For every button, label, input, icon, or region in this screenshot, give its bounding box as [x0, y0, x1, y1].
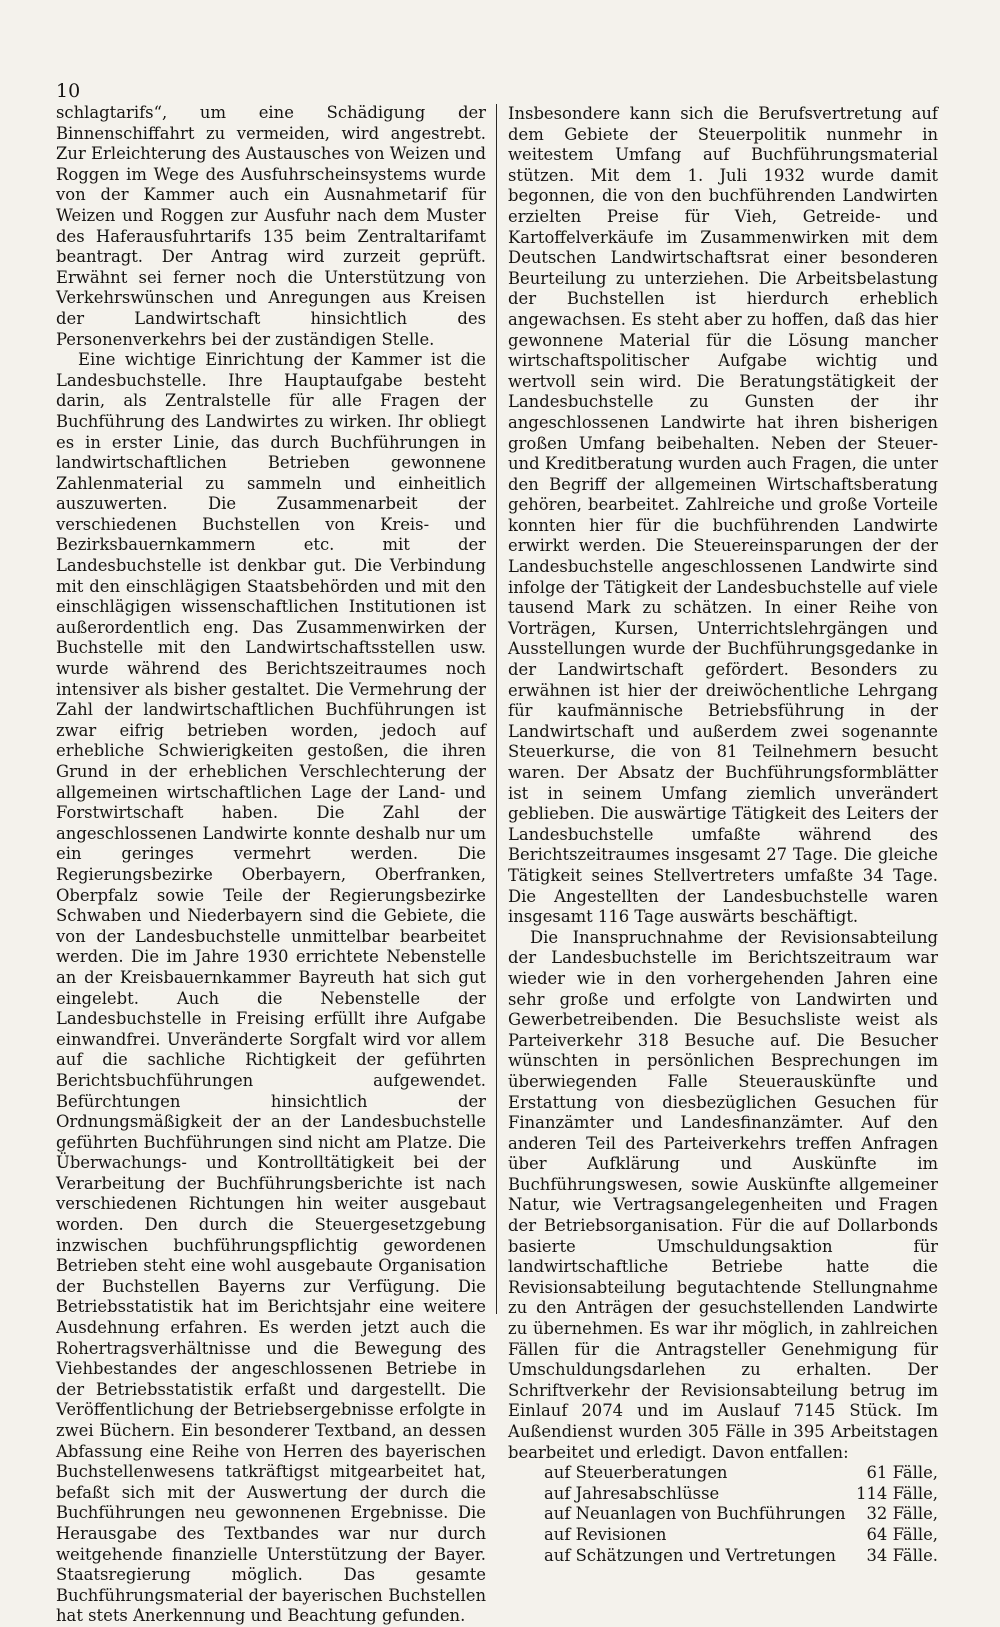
- stat-value: 114 Fälle,: [856, 1483, 938, 1503]
- stat-value: 61 Fälle,: [866, 1463, 938, 1483]
- stat-label: auf Schätzungen und Vertretungen: [544, 1545, 836, 1565]
- stat-label: auf Revisionen: [544, 1524, 667, 1544]
- list-item: [544, 1484, 938, 1505]
- statistics-list: [508, 1463, 938, 1566]
- list-item: [544, 1504, 938, 1525]
- list-item: [544, 1525, 938, 1546]
- list-item: [544, 1546, 938, 1567]
- column-divider: [496, 104, 497, 1314]
- stat-value: 34 Fälle.: [866, 1545, 938, 1565]
- stat-label: auf Steuerberatungen: [544, 1463, 728, 1483]
- paragraph-revisionsabteilung: Die Inanspruchnahme der Revisionsabteilung der Landesbuchstelle im Berichtszeitraum war wieder wie in den vorhergehenden Jahren eine sehr große und erfolgte von Landwirten und Gewerbetreibenden. Die Besuchsliste weist als Parteiverkehr 318 Besuche auf. Die Besucher wünschten in persönlichen Besprechungen im überwiegenden Falle Steuerauskünfte und Erstattung von diesbezüglichen Gesuchen für Finanzämter und Landesfinanzämter. Auf den anderen Teil des Parteiverkehrs treffen Anfragen über Aufklärung und Auskünfte im Buchführungswesen, sowie Auskünfte allgemeiner Natur, wie Vertragsangelegenheiten und Fragen der Betriebsorganisation. Für die auf Dollarbonds basierte Umschuldungsaktion für landwirtschaftliche Betriebe hatte die Revisionsabteilung begutachtende Stellungnahme zu den Anträgen der gesuchstellenden Landwirte zu übernehmen. Es war ihr möglich, in zahlreichen Fällen für die Antragsteller Genehmigung für Umschuldungsdarlehen zu erhalten. Der Schriftverkehr der Revisionsabteilung betrug im Einlauf 2074 und im Auslauf 7145 Stück. Im Außendienst wurden 305 Fälle in 395 Arbeitstagen bearbeitet und erledigt. Davon entfallen:: [508, 927, 938, 1462]
- stat-value: 64 Fälle,: [866, 1524, 938, 1544]
- paragraph-steuerpolitik: Insbesondere kann sich die Berufsvertretung auf dem Gebiete der Steuerpolitik nunmehr in weitestem Umfang auf Buchführungsmaterial stützen. Mit dem 1. Juli 1932 wurde damit begonnen, die von den buchführenden Landwirten erzielten Preise für Vieh, Getreide- und Kartoffelverkäufe im Zusammenwirken mit dem Deutschen Landwirtschaftsrat einer besonderen Beurteilung zu unterziehen. Die Arbeitsbelastung der Buchstellen ist hierdurch erheblich angewachsen. Es steht aber zu hoffen, daß das hier gewonnene Material für die Lösung mancher wirtschaftspolitischer Aufgabe wichtig und wertvoll sein wird. Die Beratungstätigkeit der Landesbuchstelle zu Gunsten der ihr angeschlossenen Landwirte hat ihren bisherigen großen Umfang beibehalten. Neben der Steuer- und Kreditberatung wurden auch Fragen, die unter den Begriff der allgemeinen Wirtschaftsberatung gehören, bearbeitet. Zahlreiche und große Vorteile konnten hier für die buchführenden Landwirte erwirkt werden. Die Steuereinsparungen der der Landesbuchstelle angeschlossenen Landwirte sind infolge der Tätigkeit der Landesbuchstelle auf viele tausend Mark zu schätzen. In einer Reihe von Vorträgen, Kursen, Unterrichtslehrgängen und Ausstellungen wurde der Buchführungsgedanke in der Landwirtschaft gefördert. Besonders zu erwähnen ist hier der dreiwöchentliche Lehrgang für kaufmännische Betriebsführung in der Landwirtschaft und außerdem zwei sogenannte Steuerkurse, die von 81 Teilnehmern besucht waren. Der Absatz der Buchführungsformblätter ist in seinem Umfang ziemlich unverändert geblieben. Die auswärtige Tätigkeit des Leiters der Landesbuchstelle umfaßte während des Berichtszeitraumes insgesamt 27 Tage. Die gleiche Tätigkeit seines Stellvertreters umfaßte 34 Tage. Die Angestellten der Landesbuchstelle waren insgesamt 116 Tage auswärts beschäftigt.: [508, 104, 938, 927]
- page-number: 10: [56, 80, 81, 102]
- list-item: [544, 1463, 938, 1484]
- paragraph-landesbuchstelle: Eine wichtige Einrichtung der Kammer ist die Landesbuchstelle. Ihre Hauptaufgabe besteht darin, als Zentralstelle für alle Fragen der Buchführung des Landwirtes zu wirken. Ihr obliegt es in erster Linie, das durch Buchführungen in landwirtschaftlichen Betrieben gewonnene Zahlenmaterial zu sammeln und einheitlich auszuwerten. Die Zusammenarbeit der verschiedenen Buchstellen von Kreis- und Bezirksbauernkammern etc. mit der Landesbuchstelle ist denkbar gut. Die Verbindung mit den einschlägigen Staatsbehörden und mit den einschlägigen wissenschaftlichen Institutionen ist außerordentlich eng. Das Zusammenwirken der Buchstelle mit den Landwirtschaftsstellen usw. wurde während des Berichtszeitraumes noch intensiver als bisher gestaltet. Die Vermehrung der Zahl der landwirtschaftlichen Buchführungen ist zwar eifrig betrieben worden, jedoch auf erhebliche Schwierigkeiten gestoßen, die ihren Grund in der erheblichen Verschlechterung der allgemeinen wirtschaftlichen Lage der Land- und Forstwirtschaft haben. Die Zahl der angeschlossenen Landwirte konnte deshalb nur um ein geringes vermehrt werden. Die Regierungsbezirke Oberbayern, Oberfranken, Oberpfalz sowie Teile der Regierungsbezirke Schwaben und Niederbayern sind die Gebiete, die von der Landesbuchstelle unmittelbar bearbeitet werden. Die im Jahre 1930 errichtete Nebenstelle an der Kreisbauernkammer Bayreuth hat sich gut eingelebt. Auch die Nebenstelle der Landesbuchstelle in Freising erfüllt ihre Aufgabe einwandfrei. Unveränderte Sorgfalt wird vor allem auf die sachliche Richtigkeit der geführten Berichtsbuchführungen aufgewendet. Befürchtungen hinsichtlich der Ordnungsmäßigkeit der an der Landesbuchstelle geführten Buchführungen sind nicht am Platze. Die Überwachungs- und Kontrolltätigkeit bei der Verarbeitung der Buchführungsberichte ist nach verschiedenen Richtungen hin weiter ausgebaut worden. Den durch die Steuergesetzgebung inzwischen buchführungspflichtig gewordenen Betrieben steht eine wohl ausgebaute Organisation der Buchstellen Bayerns zur Verfügung. Die Betriebsstatistik hat im Berichtsjahr eine weitere Ausdehnung erfahren. Es werden jetzt auch die Rohertragsverhältnisse und die Bewegung des Viehbestandes der angeschlossenen Betriebe in der Betriebsstatistik erfaßt und dargestellt. Die Veröffentlichung der Betriebsergebnisse erfolgte in zwei Büchern. Ein besonderer Textband, an dessen Abfassung eine Reihe von Herren des bayerischen Buchstellenwesens tatkräftigst mitgearbeitet hat, befaßt sich mit der Auswertung der durch die Buchführungen neu gewonnenen Ergebnisse. Die Herausgabe des Textbandes war nur durch weitgehende finanzielle Unterstützung der Bayer. Staatsregierung möglich. Das gesamte Buchführungsmaterial der bayerischen Buchstellen hat stets Anerkennung und Beachtung gefunden.: [56, 350, 486, 1626]
- right-column: [508, 104, 938, 1566]
- stat-label: auf Jahresabschlüsse: [544, 1483, 720, 1503]
- paragraph-tariff: schlagtarifs“, um eine Schädigung der Binnenschiffahrt zu vermeiden, wird angestrebt. Zur Erleichterung des Austausches von Weizen und Roggen im Wege des Ausfuhrscheinsystems wurde von der Kammer auch ein Ausnahmetarif für Weizen und Roggen zur Ausfuhr nach dem Muster des Haferausfuhrtarifs 135 beim Zentraltarifamt beantragt. Der Antrag wird zurzeit geprüft. Erwähnt sei ferner noch die Unterstützung von Verkehrswünschen und Anregungen aus Kreisen der Landwirtschaft hinsichtlich des Personenverkehrs bei der zuständigen Stelle.: [56, 103, 486, 349]
- stat-label: auf Neuanlagen von Buchführungen: [544, 1504, 846, 1524]
- left-column: [56, 103, 486, 1627]
- stat-value: 32 Fälle,: [866, 1504, 938, 1524]
